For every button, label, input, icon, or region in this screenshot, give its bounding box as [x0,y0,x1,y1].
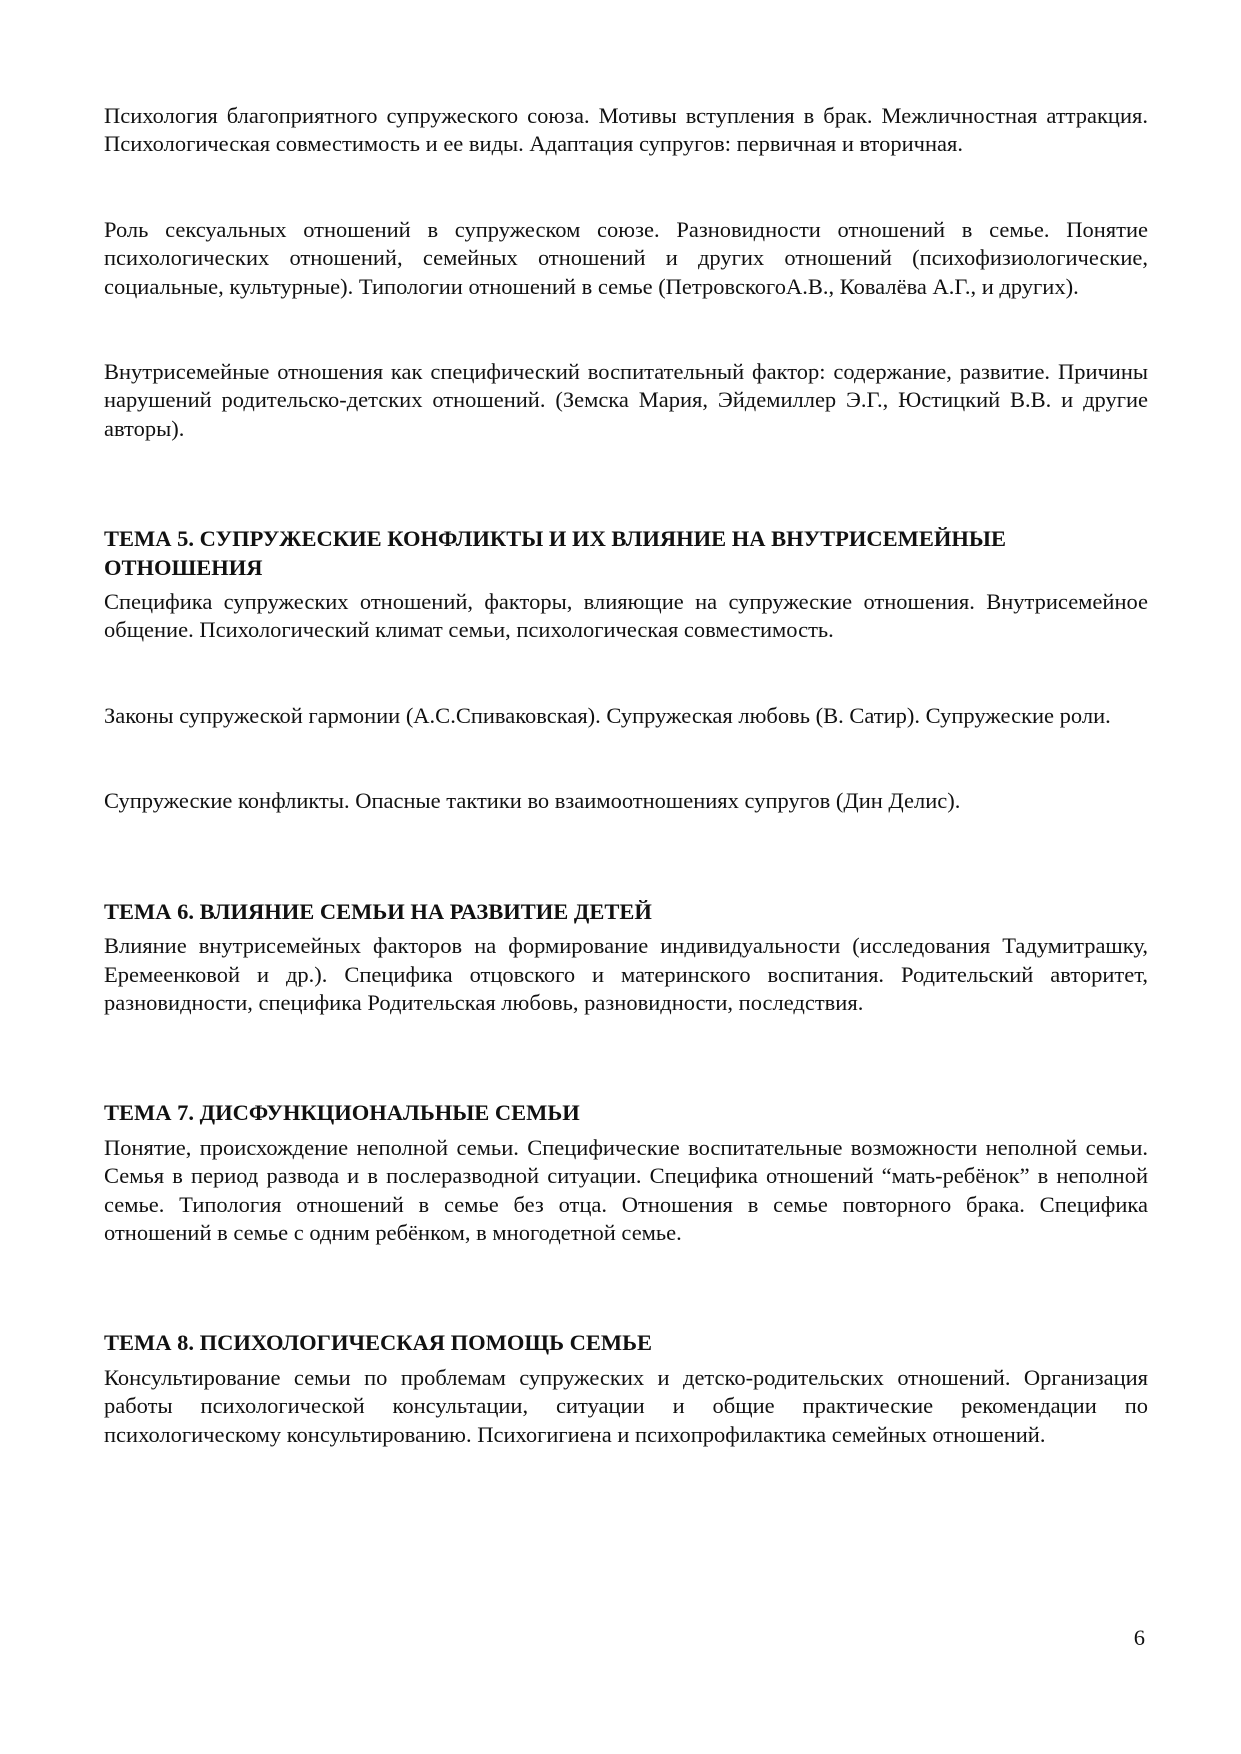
topic6-heading: ТЕМА 6. ВЛИЯНИЕ СЕМЬИ НА РАЗВИТИЕ ДЕТЕЙ [104,898,652,924]
paragraph-intro-1: Психология благоприятного супружеского союза. Мотивы вступления в брак. Межличностная аттракция. Психологическая совместимость и ее виды. Адаптация супругов: первичная и вторичная. [104,103,1148,157]
topic7-paragraph: Понятие, происхождение неполной семьи. Специфические воспитательные возможности неполной семьи. Семья в период развода и в послеразводной ситуации. Специфика отношений “мать-ребёнок” в неполной семье. Типология отношений в семье без отца. Отношения в семье повторного брака. Специфика отношений в семье с одним ребёнком, в многодетной семье. [104,1134,1148,1245]
document-page [104,102,1148,1449]
topic6-paragraph: Влияние внутрисемейных факторов на формирование индивидуальности (исследования Тадумитрашку, Еремеенковой и др.). Специфика отцовского и материнского воспитания. Родительский авторитет, разновидности, специфика Родительская любовь, разновидности, последствия. [104,933,1148,1015]
topic7-heading: ТЕМА 7. ДИСФУНКЦИОНАЛЬНЫЕ СЕМЬИ [104,1100,580,1126]
topic8-heading: ТЕМА 8. ПСИХОЛОГИЧЕСКАЯ ПОМОЩЬ СЕМЬЕ [104,1330,652,1356]
topic5-paragraph-1: Специфика супружеских отношений, факторы, влияющие на супружеские отношения. Внутрисемейное общение. Психологический климат семьи, психологическая совместимость. [104,589,1148,643]
topic8-paragraph: Консультирование семьи по проблемам супружеских и детско-родительских отношений. Организация работы психологической консультации, ситуации и общие практические рекомендации по психологическому консультированию. Психогигиена и психопрофилактика семейных отношений. [104,1364,1148,1447]
paragraph-intro-3: Внутрисемейные отношения как специфический воспитательный фактор: содержание, развитие. Причины нарушений родительско-детских отношений. (Земска Мария, Эйдемиллер Э.Г., Юстицкий В.В. и другие авторы). [104,359,1148,441]
topic5-paragraph-3: Супружеские конфликты. Опасные тактики во взаимоотношениях супругов (Дин Делис). [104,788,961,814]
page-number: 6 [1133,1625,1145,1650]
topic5-paragraph-2: Законы супружеской гармонии (А.С.Спиваковская). Супружеская любовь (В. Сатир). Супружеские роли. [104,702,1111,728]
paragraph-intro-2: Роль сексуальных отношений в супружеском союзе. Разновидности отношений в семье. Понятие психологических отношений, семейных отношений и других отношений (психофизиологические, социальные, культурные). Типологии отношений в семье (ПетровскогоА.В., Ковалёва А.Г., и других). [104,216,1148,299]
topic5-heading: ТЕМА 5. СУПРУЖЕСКИЕ КОНФЛИКТЫ И ИХ ВЛИЯНИЕ НА ВНУТРИСЕМЕЙНЫЕ ОТНОШЕНИЯ [104,526,1006,580]
